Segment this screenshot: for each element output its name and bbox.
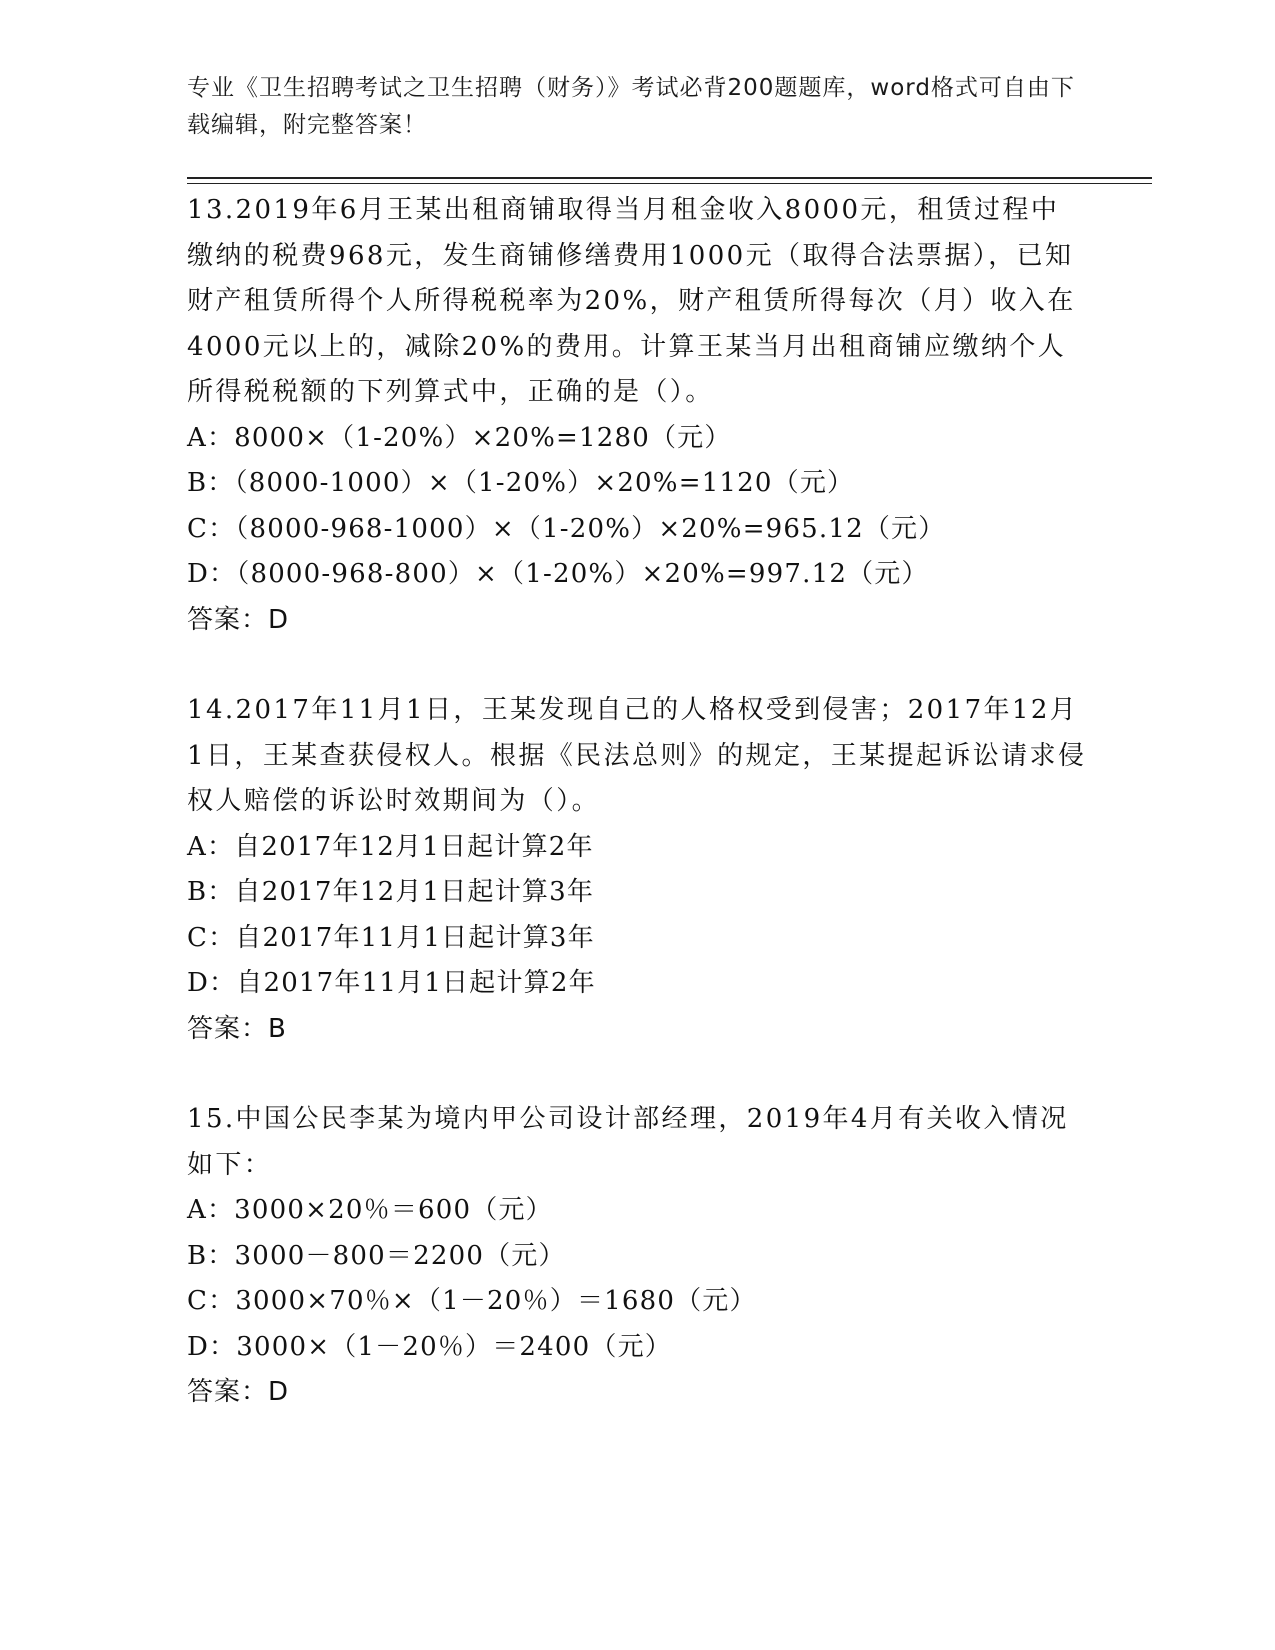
option-b: B：3000－800＝2200（元）: [187, 1240, 566, 1271]
option-b: B：（8000-1000）×（1-20%）×20%=1120（元）: [187, 468, 855, 498]
option-c: C：自2017年11月1日起计算3年: [187, 922, 595, 953]
answer-line: 答案：D: [187, 604, 290, 635]
question-stem: 13.2019年6月王某出租商铺取得当月租金收入8000元，租赁过程中缴纳的税费968元，发生商铺修缮费用1000元（取得合法票据），已知财产租赁所得个人所得税税率为20%，财产租赁所得每次（月）收入在4000元以上的，减除20%的费用。计算王某当月出租商铺应缴纳个人所得税税额的下列算式中，正确的是（）。: [187, 195, 1076, 407]
option-d: D：自2017年11月1日起计算2年: [187, 968, 596, 998]
question-13: [187, 188, 1087, 643]
answer-line: 答案：D: [187, 1377, 290, 1407]
option-b: B：自2017年12月1日起计算3年: [187, 877, 595, 907]
header-rule-thick: [187, 177, 1152, 179]
question-14: [187, 688, 1087, 1052]
option-d: D：（8000-968-800）×（1-20%）×20%=997.12（元）: [187, 559, 929, 589]
option-a: A：3000×20％＝600（元）: [187, 1195, 553, 1225]
document-header: 专业《卫生招聘考试之卫生招聘（财务）》考试必背200题题库，word格式可自由下载编辑，附完整答案！: [187, 75, 1075, 138]
question-list: [187, 188, 1087, 1461]
answer-line: 答案：B: [187, 1013, 287, 1044]
question-stem: 15.中国公民李某为境内甲公司设计部经理，2019年4月有关收入情况如下：: [187, 1104, 1069, 1180]
header-rule-thin: [187, 183, 1152, 184]
option-d: D：3000×（1－20％）＝2400（元）: [187, 1331, 672, 1362]
option-a: A：自2017年12月1日起计算2年: [187, 831, 594, 862]
option-c: C：3000×70％×（1－20％）＝1680（元）: [187, 1286, 757, 1316]
question-15: [187, 1097, 1087, 1416]
option-c: C：（8000-968-1000）×（1-20%）×20%=965.12（元）: [187, 513, 946, 544]
option-a: A：8000×（1-20%）×20%=1280（元）: [187, 422, 732, 453]
question-stem: 14.2017年11月1日，王某发现自己的人格权受到侵害；2017年12月1日，王某查获侵权人。根据《民法总则》的规定，王某提起诉讼请求侵权人赔偿的诉讼时效期间为（）。: [187, 695, 1087, 816]
